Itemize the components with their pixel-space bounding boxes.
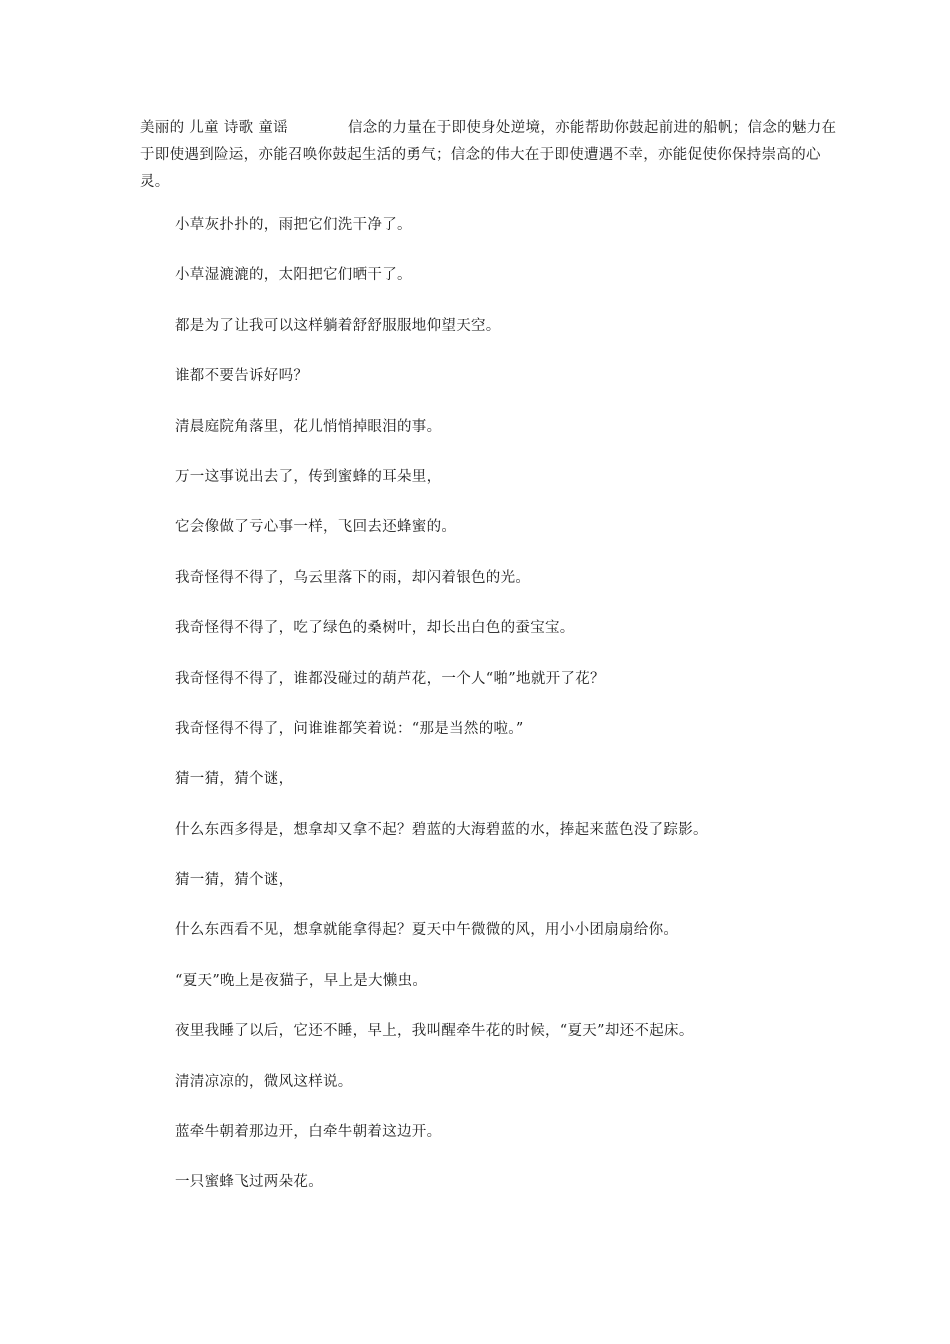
poem-line: 我奇怪得不得了，谁都没碰过的葫芦花，一个人“啪”地就开了花？ — [175, 670, 605, 687]
poem-line: 猜一猜，猜个谜， — [175, 872, 294, 889]
poem-line: 什么东西多得是，想拿却又拿不起？碧蓝的大海碧蓝的水，捧起来蓝色没了踪影。 — [175, 821, 708, 838]
poem-line: 我奇怪得不得了，吃了绿色的桑树叶，却长出白色的蚕宝宝。 — [175, 620, 575, 637]
poem-line: 清晨庭院角落里，花儿悄悄掉眼泪的事。 — [175, 418, 442, 435]
poem-line: 它会像做了亏心事一样，飞回去还蜂蜜的。 — [175, 519, 457, 536]
poem-line: 夜里我睡了以后，它还不睡，早上，我叫醒牵牛花的时候，“夏天”却还不起床。 — [175, 1023, 694, 1040]
intro-paragraph — [140, 115, 840, 196]
poem-line: 清清凉凉的，微风这样说。 — [175, 1073, 353, 1090]
poem-line: 小草湿漉漉的，太阳把它们晒干了。 — [175, 267, 412, 284]
poem-lines — [175, 212, 815, 1220]
poem-line: “夏天”晚上是夜猫子，早上是大懒虫。 — [175, 972, 428, 989]
poem-line: 小草灰扑扑的，雨把它们洗干净了。 — [175, 217, 412, 233]
poem-line: 我奇怪得不得了，问谁谁都笑着说：“那是当然的啦。” — [175, 720, 524, 737]
poem-line: 一只蜜蜂飞过两朵花。 — [175, 1174, 323, 1191]
poem-line: 谁都不要告诉好吗？ — [175, 368, 309, 385]
poem-line: 都是为了让我可以这样躺着舒舒服服地仰望天空。 — [175, 317, 501, 334]
poem-line: 我奇怪得不得了，乌云里落下的雨，却闪着银色的光。 — [175, 569, 531, 586]
poem-line: 万一这事说出去了，传到蜜蜂的耳朵里， — [175, 468, 442, 485]
tags-label: 美丽的 儿童 诗歌 童谣 — [140, 120, 288, 136]
poem-line: 猜一猜，猜个谜， — [175, 771, 294, 788]
intro-text: 信念的力量在于即使身处逆境，亦能帮助你鼓起前进的船帆；信念的魅力在于即使遇到险运，亦能召唤你鼓起生活的勇气；信念的伟大在于即使遭遇不幸，亦能促使你保持崇高的心灵。 — [140, 120, 837, 190]
poem-line: 什么东西看不见，想拿就能拿得起？夏天中午微微的风，用小小团扇扇给你。 — [175, 922, 679, 939]
poem-line: 蓝牵牛朝着那边开，白牵牛朝着这边开。 — [175, 1124, 442, 1141]
